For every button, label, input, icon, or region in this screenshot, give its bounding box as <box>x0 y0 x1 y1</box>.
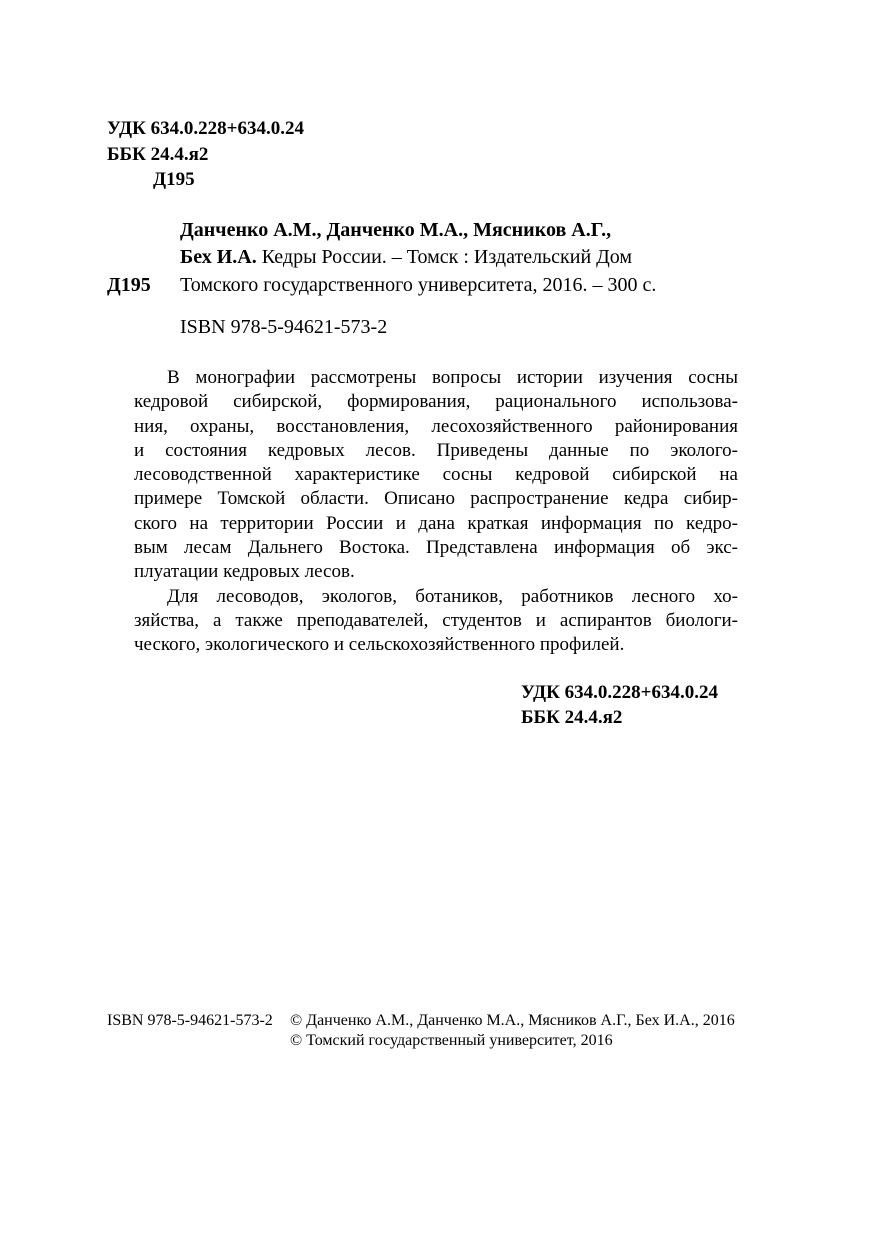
bbk-bottom: ББК 24.4.я2 <box>521 707 623 728</box>
abstract-line: плуатации кедровых лесов. <box>134 561 355 583</box>
abstract-line: ческого, экологического и сельскохозяйственного профилей. <box>134 634 625 656</box>
reference-author-last: Бех И.А. <box>180 246 257 268</box>
udk-header: УДК 634.0.228+634.0.24 <box>107 118 304 139</box>
reference-authors-line1: Данченко А.М., Данченко М.А., Мясников А.Г., <box>180 219 612 241</box>
abstract-line: Для лесоводов, экологов, ботаников, работников лесного хо- <box>167 585 738 607</box>
abstract-line: В монографии рассмотрены вопросы истории изучения сосны <box>167 367 738 388</box>
abstract-line: ского на территории России и дана краткая информация по кедро- <box>134 512 738 534</box>
abstract-line: вым лесам Дальнего Востока. Представлена информация об экс- <box>134 537 738 559</box>
copyright-university: © Томский государственный университет, 2016 <box>290 1032 613 1049</box>
bbk-header: ББК 24.4.я2 <box>107 144 209 165</box>
abstract-line: зяйства, а также преподавателей, студентов и аспирантов биологи- <box>134 609 738 631</box>
author-code-reference: Д195 <box>107 274 151 296</box>
abstract-line: кедровой сибирской, формирования, рационального использова- <box>134 391 738 413</box>
abstract-line: примере Томской области. Описано распространение кедра сибир- <box>134 488 738 510</box>
reference-line2 <box>180 243 632 271</box>
reference-isbn: ISBN 978-5-94621-573-2 <box>180 316 388 338</box>
abstract-line: ния, охраны, восстановления, лесохозяйственного районирования <box>134 415 738 437</box>
abstract-line: и состояния кедровых лесов. Приведены данные по эколого- <box>134 439 738 461</box>
footer-isbn: ISBN 978-5-94621-573-2 <box>107 1012 273 1029</box>
copyright-authors: © Данченко А.М., Данченко М.А., Мясников А.Г., Бех И.А., 2016 <box>290 1012 735 1029</box>
reference-publisher-line: Томского государственного университета, 2016. – 300 с. <box>180 274 657 296</box>
udk-bottom: УДК 634.0.228+634.0.24 <box>521 682 718 703</box>
abstract-line: лесоводственной характеристике сосны кедровой сибирской на <box>134 464 738 486</box>
author-code-header: Д195 <box>153 169 195 190</box>
abstract <box>134 366 738 658</box>
reference-title: Кедры России. – Томск : Издательский Дом <box>256 246 633 268</box>
